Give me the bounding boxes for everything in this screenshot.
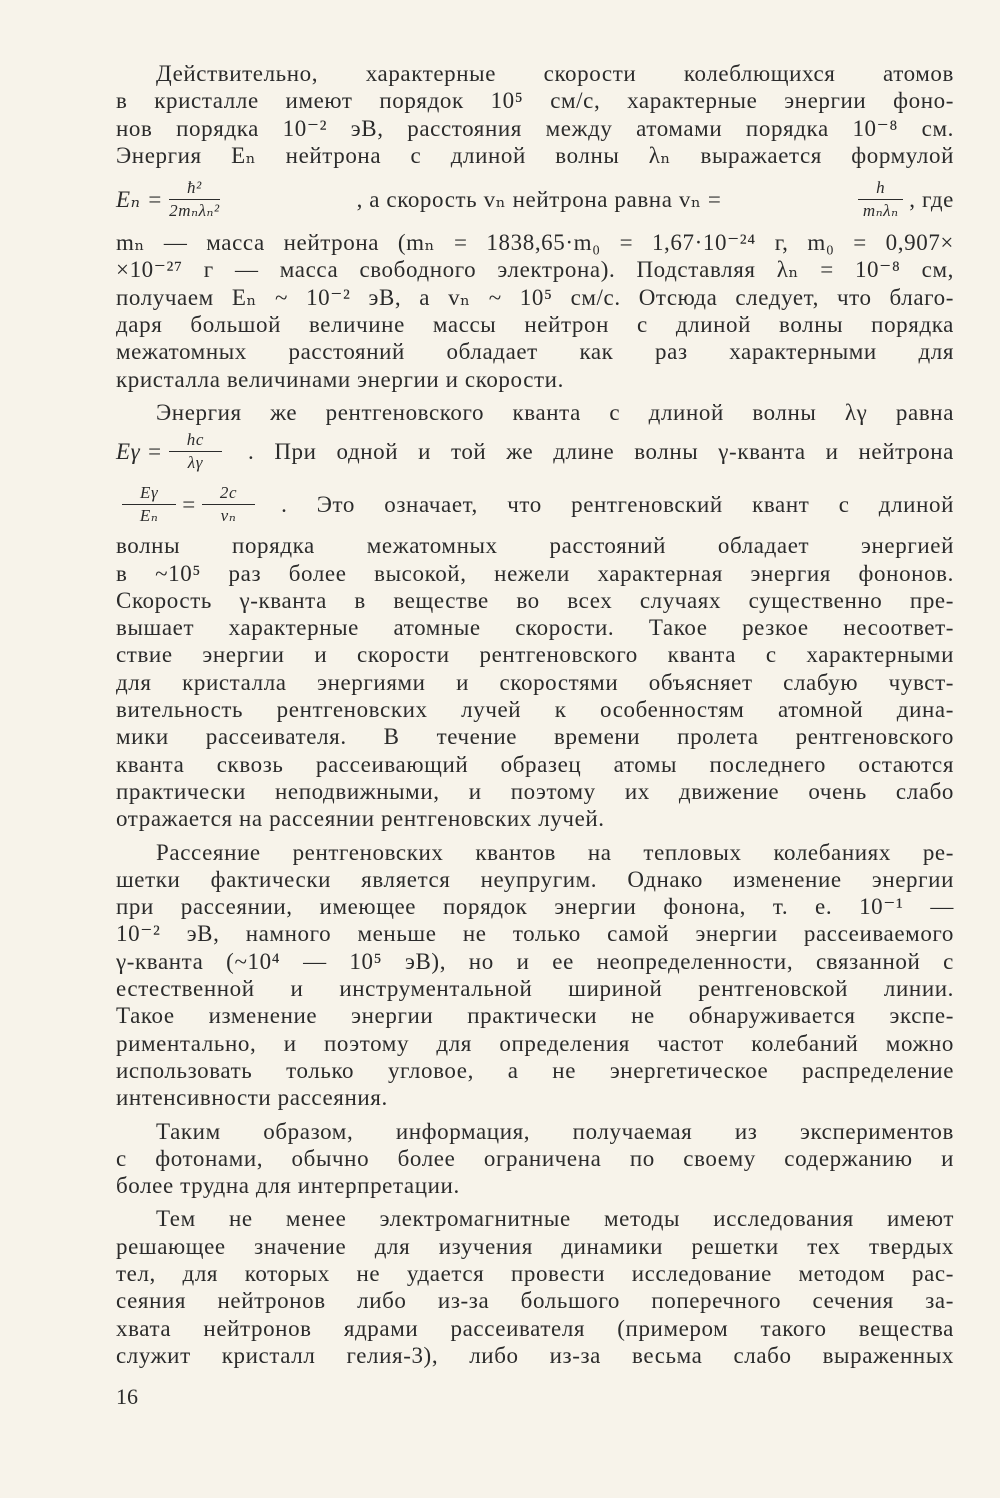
text-line: сеяния нейтронов либо из-за большого поперечного сечения за- <box>116 1288 954 1314</box>
text-line: отражается на рассеянии рентгеновских лучей. <box>116 806 605 832</box>
text-line: нов порядка 10⁻² эВ, расстояния между атомами порядка 10⁻⁸ см. <box>116 115 954 141</box>
text-line: в ~10⁵ раз более высокой, нежели характерная энергия фононов. <box>116 560 954 586</box>
text-line: тел, для которых не удается провести исследование методом рас- <box>116 1260 954 1286</box>
text-line: в кристалле имеют порядок 10⁵ см/с, характерные энергии фоно- <box>116 88 954 114</box>
text-line: практически неподвижными, и поэтому их движение очень слабо <box>116 778 954 804</box>
fraction <box>122 483 176 526</box>
eq-tail: , где <box>909 186 954 212</box>
text-line: даря большой величине массы нейтрон с длиной волны порядка <box>116 312 954 338</box>
text-line: 10⁻² эВ, намного меньше не только самой энергии рассеиваемого <box>116 921 954 947</box>
text-line: γ-кванта (~10⁴ — 10⁵ эВ), но и ее неопределенности, связанной с <box>116 948 954 974</box>
text-line: mₙ — масса нейтрона (mₙ = 1838,65·m₀ = 1,67·10⁻²⁴ г, m₀ = 0,907× <box>116 230 954 256</box>
text-line: естественной и инструментальной шириной рентгеновской линии. <box>116 976 954 1002</box>
text-line: мики рассеивателя. В течение времени пролета рентгеновского <box>116 724 954 750</box>
text-line: более трудна для интерпретации. <box>116 1173 460 1199</box>
text-line: для кристалла энергиями и скоростями объясняет слабую чувст- <box>116 669 954 695</box>
paragraph-2 <box>116 399 954 833</box>
text-line: использовать только угловое, а не энергетическое распределение <box>116 1057 954 1083</box>
text-line: Скорость γ-кванта в веществе во всех случаях существенно пре- <box>116 587 954 613</box>
text-line: при рассеянии, имеющее порядок энергии фонона, т. е. 10⁻¹ — <box>116 894 954 920</box>
eq-lhs: Eγ = <box>116 438 163 464</box>
text-line: Энергия же рентгеновского кванта с длиной волны λγ равна <box>156 399 954 425</box>
text-line: Энергия Eₙ нейтрона с длиной волны λₙ выражается формулой <box>116 142 954 168</box>
denominator: λγ <box>187 452 204 472</box>
text-line: Рассеяние рентгеновских квантов на тепловых колебаниях ре- <box>156 839 954 865</box>
fraction <box>202 483 255 526</box>
numerator: Eγ <box>122 483 176 505</box>
text-line: интенсивности рассеяния. <box>116 1085 388 1111</box>
text-line: кристалла величинами энергии и скорости. <box>116 366 564 392</box>
text-line: Таким образом, информация, получаемая из экспериментов <box>156 1118 954 1144</box>
fraction <box>169 430 222 473</box>
denominator: 2mₙλₙ² <box>169 200 220 220</box>
text-line: вительность рентгеновских лучей к особенностям атомной дина- <box>116 697 954 723</box>
text-line: риментально, и поэтому для определения частот колебаний можно <box>116 1030 954 1056</box>
equation-gamma-energy <box>116 426 954 476</box>
denominator: vₙ <box>220 505 237 525</box>
text-line: решающее значение для изучения динамики решетки тех твердых <box>116 1233 954 1259</box>
text-line: вышает характерные атомные скорости. Такое резкое несоответ- <box>116 615 954 641</box>
text-line: шетки фактически является неупругим. Однако изменение энергии <box>116 866 954 892</box>
eq-text: . Это означает, что рентгеновский квант с длиной <box>281 491 954 517</box>
text-line: кванта сквозь рассеивающий образец атомы последнего остаются <box>116 751 954 777</box>
fraction <box>169 178 220 221</box>
eq-middle: , а скорость vₙ нейтрона равна vₙ = <box>356 186 722 212</box>
text-line: ствие энергии и скорости рентгеновского кванта с характерными <box>116 642 954 668</box>
fraction <box>858 178 903 221</box>
denominator: Eₙ <box>139 505 159 525</box>
text-line: Тем не менее электромагнитные методы исследования имеют <box>156 1206 954 1232</box>
text-line: межатомных расстояний обладает как раз характерными для <box>116 339 954 365</box>
eq-equals: = <box>182 491 196 517</box>
text-line: с фотонами, обычно более ограничена по своему содержанию и <box>116 1145 954 1171</box>
eq-text: . При одной и той же длине волны γ-кванта и нейтрона <box>248 438 954 464</box>
text-line: Действительно, характерные скорости колеблющихся атомов <box>156 61 954 86</box>
paragraph-1 <box>116 60 954 393</box>
equation-energy-speed <box>116 169 954 229</box>
page-number: 16 <box>116 1384 138 1409</box>
paragraph-5 <box>116 1205 954 1369</box>
numerator: hc <box>169 430 222 452</box>
text-line: Такое изменение энергии практически не обнаруживается экспе- <box>116 1003 954 1029</box>
equation-ratio <box>116 476 954 532</box>
numerator: 2c <box>202 483 255 505</box>
paragraph-4 <box>116 1118 954 1200</box>
denominator: mₙλₙ <box>862 200 899 220</box>
numerator: ħ² <box>169 178 220 200</box>
body-text <box>116 60 954 1375</box>
eq-lhs: Eₙ = <box>116 186 164 212</box>
text-line: служит кристалл гелия-3), либо из-за весьма слабо выраженных <box>116 1342 954 1368</box>
text-line: ×10⁻²⁷ г — масса свободного электрона). Подставляя λₙ = 10⁻⁸ см, <box>116 257 954 283</box>
paragraph-3 <box>116 839 954 1112</box>
text-line: хвата нейтронов ядрами рассеивателя (примером такого вещества <box>116 1315 954 1341</box>
numerator: h <box>858 178 903 200</box>
text-line: волны порядка межатомных расстояний обладает энергией <box>116 533 954 559</box>
text-line: получаем Eₙ ~ 10⁻² эВ, а vₙ ~ 10⁵ см/с. Отсюда следует, что благо- <box>116 284 954 310</box>
